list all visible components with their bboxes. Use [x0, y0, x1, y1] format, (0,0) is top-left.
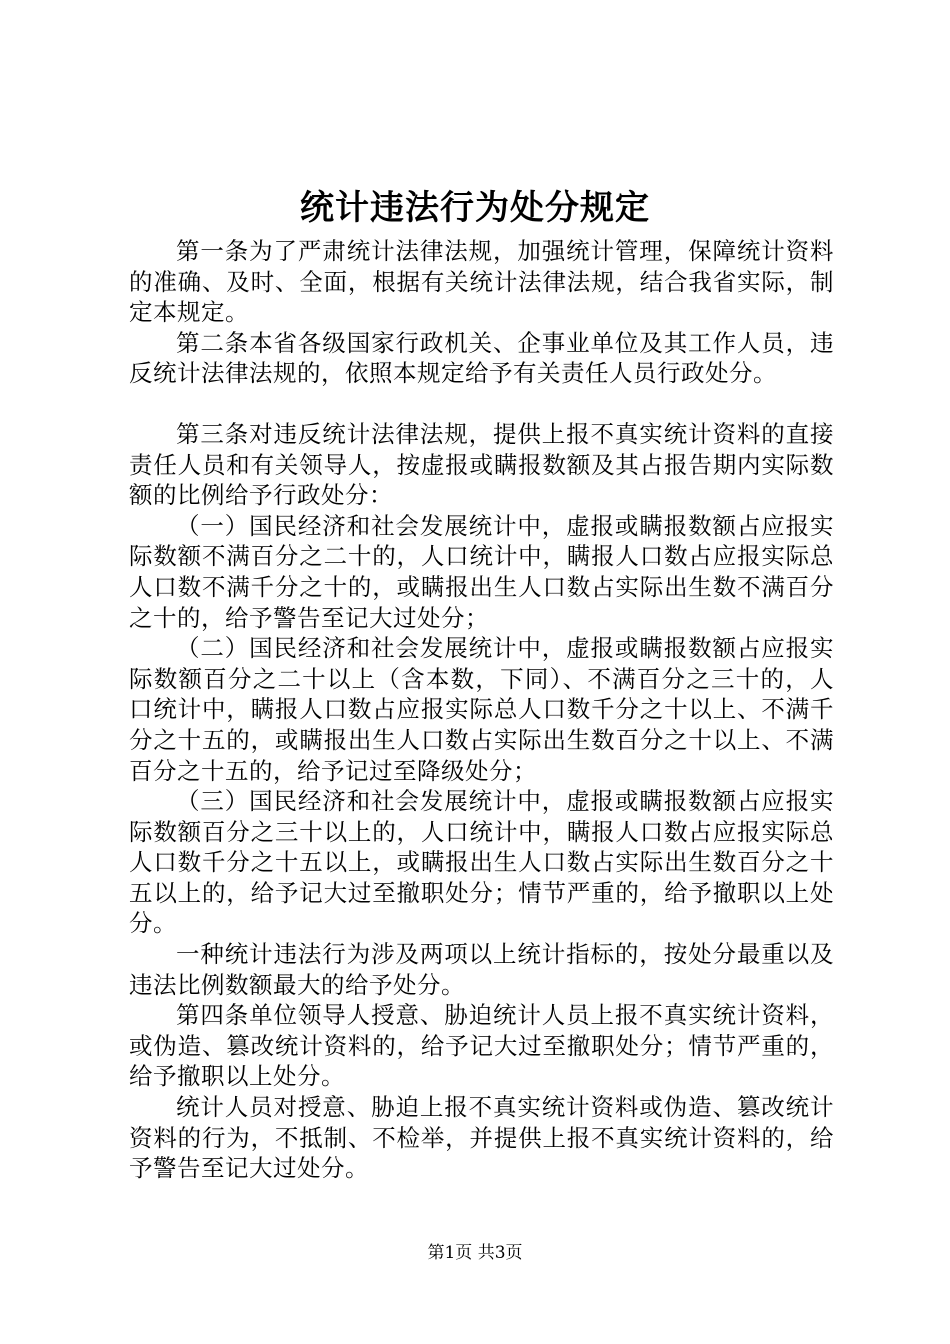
- paragraph-article-1: 第一条为了严肃统计法律法规，加强统计管理，保障统计资料的准确、及时、全面，根据有关统计法律法规，结合我省实际，制定本规定。: [129, 237, 834, 327]
- document-title: 统计违法行为处分规定: [300, 188, 650, 228]
- paragraph-item-1: （一）国民经济和社会发展统计中，虚报或瞒报数额占应报实际数额不满百分之二十的，人口统计中，瞒报人口数占应报实际总人口数不满千分之十的，或瞒报出生人口数占实际出生数不满百分之十的，给予警告至记大过处分；: [129, 511, 834, 632]
- paragraph-multiple-indicators: 一种统计违法行为涉及两项以上统计指标的，按处分最重以及违法比例数额最大的给予处分。: [129, 940, 834, 999]
- paragraph-article-3: 第三条对违反统计法律法规，提供上报不真实统计资料的直接责任人员和有关领导人，按虚报或瞒报数额及其占报告期内实际数额的比例给予行政处分：: [129, 419, 834, 510]
- page-footer: 第1页 共3页: [427, 1243, 523, 1263]
- paragraph-item-3: （三）国民经济和社会发展统计中，虚报或瞒报数额占应报实际数额百分之三十以上的，人口统计中，瞒报人口数占应报实际总人口数千分之十五以上，或瞒报出生人口数占实际出生数百分之十五以上的，给予记大过至撤职处分；情节严重的，给予撤职以上处分。: [129, 787, 834, 938]
- paragraph-item-2: （二）国民经济和社会发展统计中，虚报或瞒报数额占应报实际数额百分之二十以上（含本数，下同）、不满百分之三十的，人口统计中，瞒报人口数占应报实际总人口数千分之十以上、不满千分之十五的，或瞒报出生人口数占实际出生数百分之十以上、不满百分之十五的，给予记过至降级处分；: [129, 634, 834, 785]
- paragraph-article-4: 第四条单位领导人授意、胁迫统计人员上报不真实统计资料，或伪造、篡改统计资料的，给予记大过至撤职处分；情节严重的，给予撤职以上处分。: [129, 1001, 834, 1091]
- paragraph-statisticians: 统计人员对授意、胁迫上报不真实统计资料或伪造、篡改统计资料的行为，不抵制、不检举，并提供上报不真实统计资料的，给予警告至记大过处分。: [129, 1093, 834, 1183]
- paragraph-article-2: 第二条本省各级国家行政机关、企事业单位及其工作人员，违反统计法律法规的，依照本规定给予有关责任人员行政处分。: [129, 328, 834, 388]
- document-body: [129, 236, 834, 1184]
